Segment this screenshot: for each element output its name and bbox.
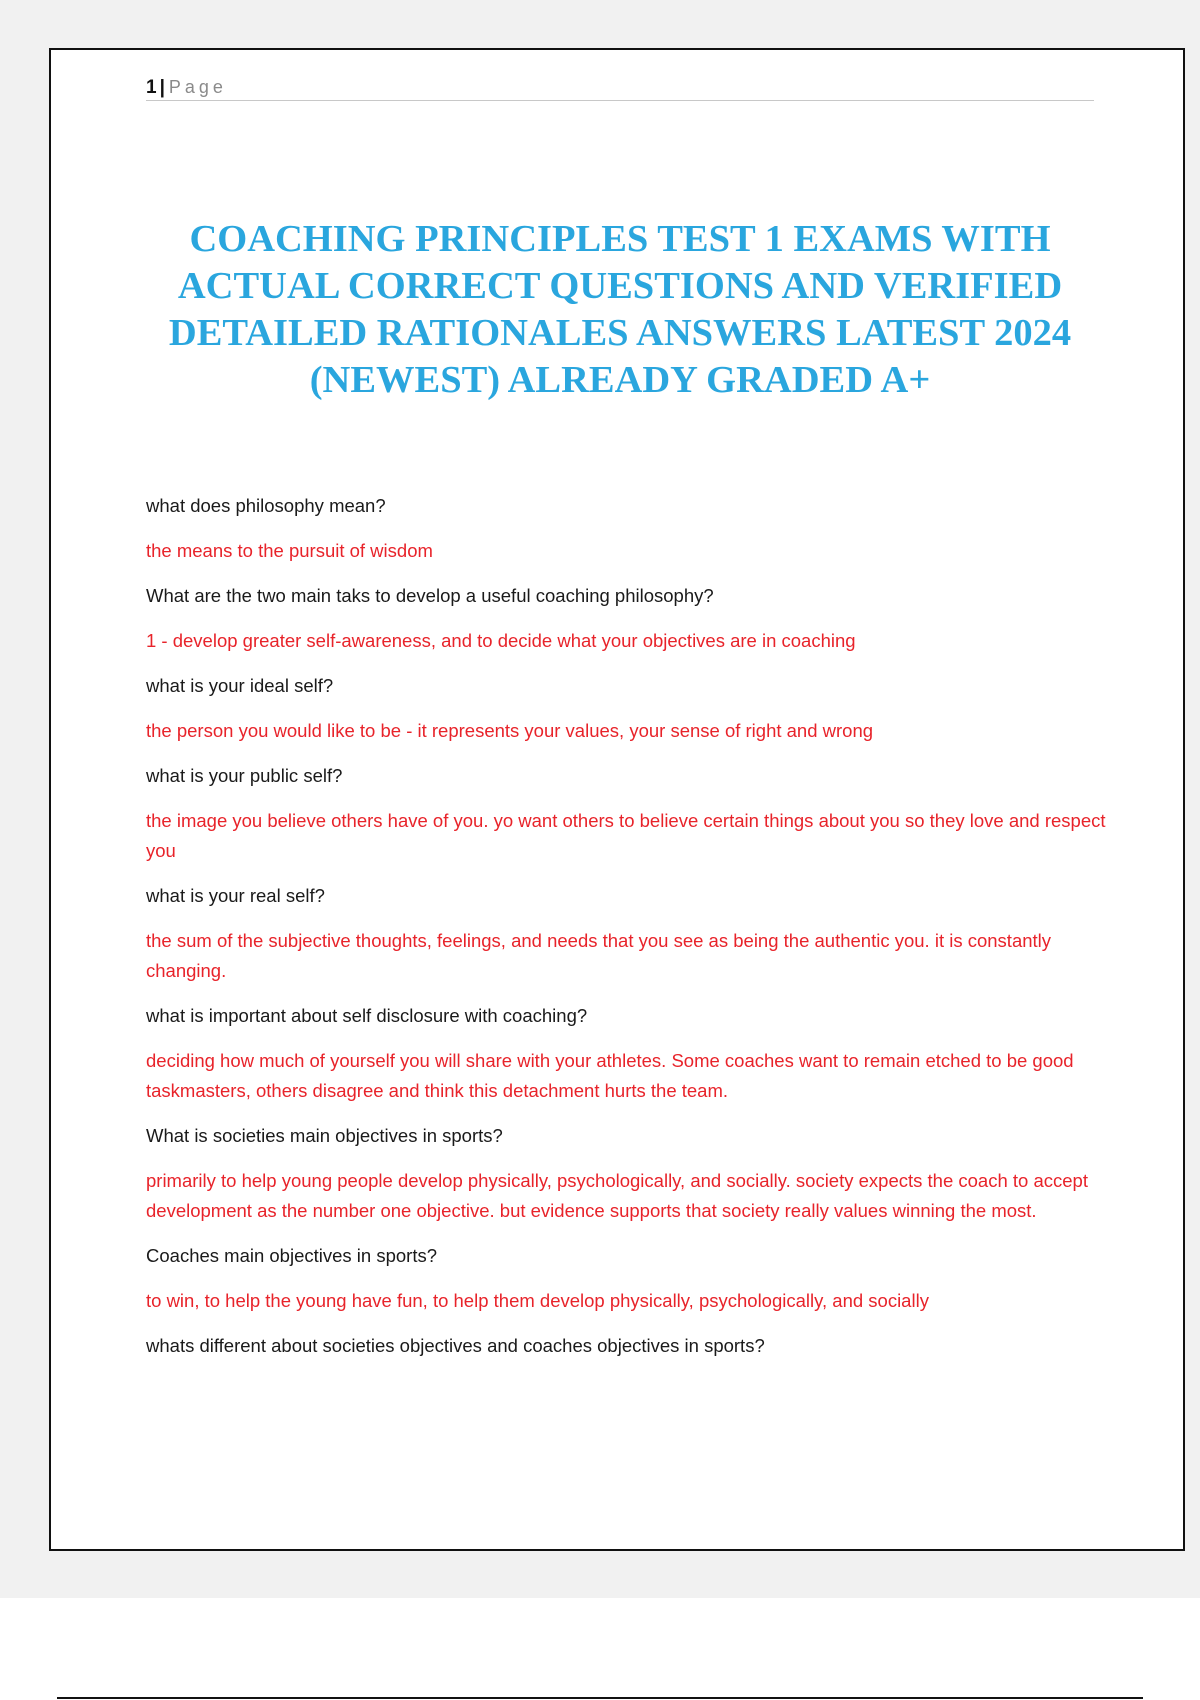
qa-item bbox=[146, 761, 1136, 881]
qa-item bbox=[146, 1331, 1136, 1376]
page-number: 1 bbox=[146, 77, 157, 98]
answer-text: the means to the pursuit of wisdom bbox=[146, 540, 433, 561]
answer-text: the image you believe others have of you. yo want others to believe certain things about you so they love and respect you bbox=[146, 810, 1106, 861]
page-header bbox=[146, 76, 1094, 101]
document-title: COACHING PRINCIPLES TEST 1 EXAMS WITH ACTUAL CORRECT QUESTIONS AND VERIFIED DETAILED RATIONALES ANSWERS LATEST 2024 (NEWEST) ALREADY GRADED A+ bbox=[168, 218, 1072, 401]
qa-item bbox=[146, 671, 1136, 761]
answer-text: primarily to help young people develop physically, psychologically, and socially. society expects the coach to accept development as the number one objective. but evidence supports that society really values winning the most. bbox=[146, 1170, 1088, 1221]
question-text: What is societies main objectives in sports? bbox=[146, 1125, 503, 1146]
next-page-divider bbox=[57, 1697, 1143, 1699]
question-text: what is important about self disclosure with coaching? bbox=[146, 1005, 588, 1026]
question-text: what does philosophy mean? bbox=[146, 495, 386, 516]
qa-item bbox=[146, 581, 1136, 671]
question-text: what is your public self? bbox=[146, 765, 343, 786]
question-text: what is your ideal self? bbox=[146, 675, 334, 696]
answer-text: the person you would like to be - it represents your values, your sense of right and wrong bbox=[146, 720, 874, 741]
page-separator: | bbox=[159, 77, 165, 98]
qa-item bbox=[146, 1121, 1136, 1241]
answer-text: 1 - develop greater self-awareness, and to decide what your objectives are in coaching bbox=[146, 630, 856, 651]
qa-item bbox=[146, 881, 1136, 1001]
question-text: What are the two main taks to develop a useful coaching philosophy? bbox=[146, 585, 714, 606]
answer-text: to win, to help the young have fun, to help them develop physically, psychologically, and socially bbox=[146, 1290, 929, 1311]
question-text: what is your real self? bbox=[146, 885, 325, 906]
qa-item bbox=[146, 491, 1136, 581]
answer-text: the sum of the subjective thoughts, feelings, and needs that you see as being the authentic you. it is constantly changing. bbox=[146, 930, 1052, 981]
question-text: Coaches main objectives in sports? bbox=[146, 1245, 438, 1266]
qa-list bbox=[146, 491, 1136, 1376]
qa-item bbox=[146, 1241, 1136, 1331]
answer-text: deciding how much of yourself you will share with your athletes. Some coaches want to remain etched to be good taskmasters, others disagree and think this detachment hurts the team. bbox=[146, 1050, 1074, 1101]
document-page bbox=[49, 48, 1185, 1551]
qa-item bbox=[146, 1001, 1136, 1121]
question-text: whats different about societies objectives and coaches objectives in sports? bbox=[146, 1335, 765, 1356]
page-label: Page bbox=[168, 77, 227, 97]
